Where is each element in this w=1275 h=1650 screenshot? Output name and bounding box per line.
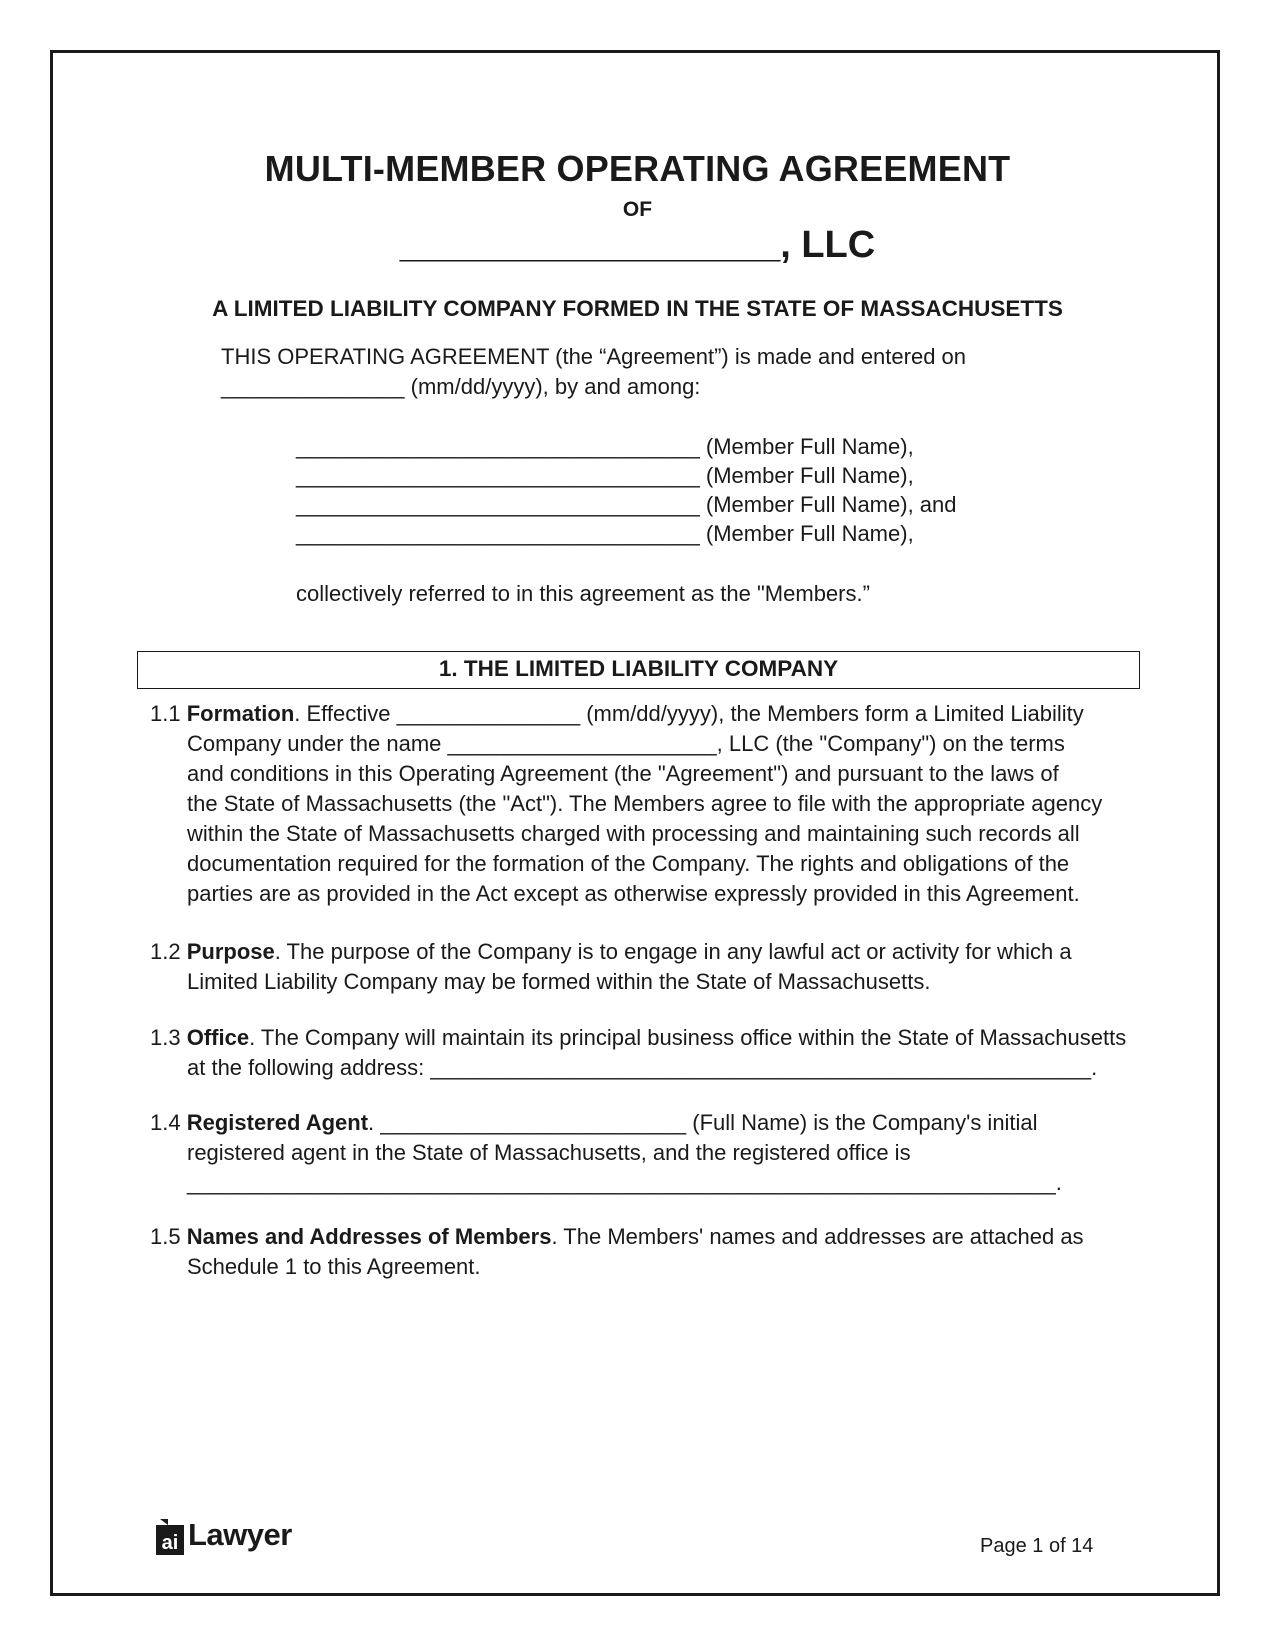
member-line: _________________________________ (Member Full Name), [296,434,914,459]
page-number: Page 1 of 14 [980,1535,1094,1557]
clause-number: 1.4 [150,1110,187,1135]
clause-text: . The Members' names and addresses are attached as [551,1224,1084,1249]
clause-1-1 [150,699,1160,909]
clause-text-line: Limited Liability Company may be formed within the State of Massachusetts. [187,969,931,994]
ai-lawyer-logo-icon [154,1517,186,1557]
clause-text-line: parties are as provided in the Act except as otherwise expressly provided in this Agreement. [187,881,1080,906]
clause-number: 1.2 [150,939,187,964]
state-formation-line: A LIMITED LIABILITY COMPANY FORMED IN THE STATE OF MASSACHUSETTS [212,296,1063,321]
clause-title: Names and Addresses of Members [186,1224,552,1249]
clause-1-2 [150,937,1160,997]
section-1-heading: 1. THE LIMITED LIABILITY COMPANY [137,651,1140,689]
logo-text: Lawyer [188,1517,292,1552]
clause-text-line: documentation required for the formation of the Company. The rights and obligations of the [187,851,1070,876]
clause-text-line: _______________________________________________________________________. [187,1170,1062,1195]
logo-mark-text: ai [161,1532,179,1554]
clause-text-line: Schedule 1 to this Agreement. [187,1254,481,1279]
clause-text-line: at the following address: ______________________________________________________. [187,1055,1098,1080]
company-name-line: __________________, LLC [399,224,876,266]
clause-text: . The purpose of the Company is to engage in any lawful act or activity for which a [274,939,1072,964]
clause-title: Purpose [186,939,275,964]
clause-text-line: and conditions in this Operating Agreement (the "Agreement") and pursuant to the laws of [187,761,1059,786]
clause-number: 1.3 [150,1025,187,1050]
clause-title: Formation [186,701,295,726]
collectively-line: collectively referred to in this agreement as the "Members.” [296,581,870,606]
clause-number: 1.1 [150,701,187,726]
member-line: _________________________________ (Member Full Name), [296,521,914,546]
clause-title: Registered Agent [186,1110,369,1135]
clause-1-3 [150,1023,1160,1083]
clause-1-5 [150,1222,1160,1282]
intro-line-1: THIS OPERATING AGREEMENT (the “Agreement”) is made and entered on [221,344,967,369]
document-title: MULTI-MEMBER OPERATING AGREEMENT [264,148,1011,189]
member-line: _________________________________ (Member Full Name), and [296,492,957,517]
clause-text: . Effective _______________ (mm/dd/yyyy), the Members form a Limited Liability [294,701,1084,726]
clause-text-line: Company under the name ______________________, LLC (the "Company") on the terms [187,731,1065,756]
clause-number: 1.5 [150,1224,187,1249]
member-line: _________________________________ (Member Full Name), [296,463,914,488]
clause-text: . The Company will maintain its principal business office within the State of Massachusetts [249,1025,1127,1050]
clause-title: Office [186,1025,250,1050]
clause-text-line: within the State of Massachusetts charged with processing and maintaining such records all [187,821,1080,846]
intro-line-2: _______________ (mm/dd/yyyy), by and among: [221,374,701,399]
document-subtitle-of: OF [622,198,653,221]
clause-text-line: registered agent in the State of Massachusetts, and the registered office is [187,1140,911,1165]
clause-text-line: the State of Massachusetts (the "Act"). The Members agree to file with the appropriate agency [187,791,1103,816]
clause-1-4 [150,1108,1160,1198]
clause-text: . _________________________ (Full Name) is the Company's initial [368,1110,1038,1135]
